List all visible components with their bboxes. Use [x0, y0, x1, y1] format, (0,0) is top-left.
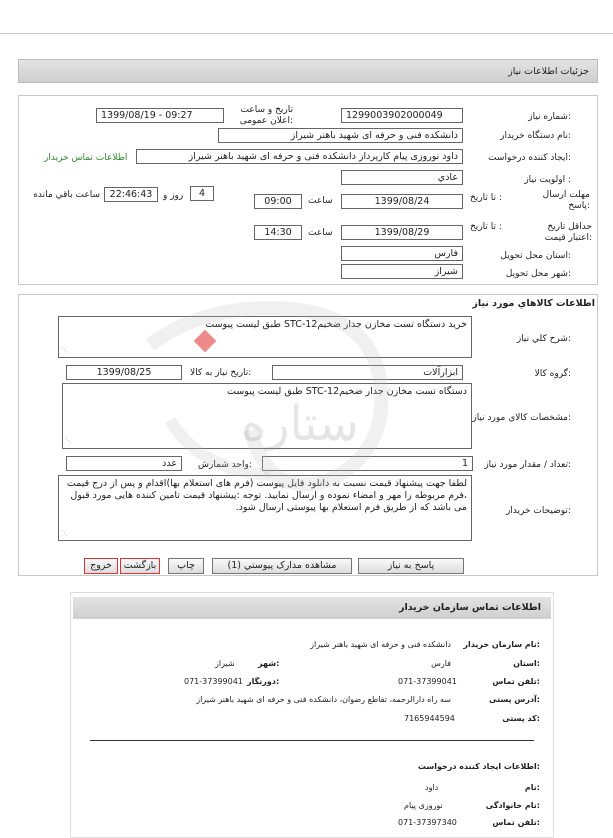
- contact-header: [73, 597, 551, 619]
- qty-label: تعداد / مقدار مورد نیاز:: [484, 460, 571, 470]
- creator-family-label: نام خانوادگی:: [485, 801, 540, 810]
- summary-textarea: [58, 316, 472, 358]
- announce-field: 1399/08/19 - 09:27: [96, 108, 224, 123]
- page-title: جزئیات اطلاعات نیاز: [508, 66, 589, 77]
- contact-address: سه راه دارالرحمه، تقاطع رضوان، دانشکده فنی و حرفه ای شهید باهنر شیراز: [196, 695, 451, 704]
- priority-label: اولویت نیاز :: [524, 175, 571, 185]
- deadline-time-label: ساعت: [308, 196, 333, 206]
- validity-time-label: ساعت: [308, 228, 333, 238]
- back-button[interactable]: بازگشت: [120, 558, 160, 574]
- resize-grip-icon[interactable]: ⋰: [61, 529, 68, 537]
- creator-info-title: اطلاعات ایجاد کننده درخواست:: [417, 762, 540, 771]
- deadline-time-field: 09:00: [254, 194, 302, 209]
- resize-grip-icon[interactable]: ⋰: [61, 346, 68, 354]
- deadline-date-field: 1399/08/24: [341, 194, 463, 209]
- qty-field: 1: [262, 456, 473, 471]
- contact-panel: [70, 592, 554, 838]
- remaining-time-field: 22:46:43: [104, 187, 158, 202]
- contact-phone: 071-37399041: [398, 677, 457, 686]
- reply-button[interactable]: پاسخ به نیاز: [358, 558, 464, 574]
- contact-address-label: آدرس پستی:: [489, 695, 540, 704]
- remaining-label: ساعت باقي مانده: [33, 190, 100, 200]
- summary-label: شرح کلي نیاز:: [516, 334, 571, 344]
- top-divider: [0, 33, 613, 34]
- spec-label: مشخصات کالاي مورد نیاز:: [472, 413, 571, 423]
- creator-phone-label: تلفن تماس:: [492, 818, 540, 827]
- contact-fax-label: دورنگار:: [247, 677, 280, 686]
- contact-title: اطلاعات تماس سازمان خریدار: [398, 602, 541, 613]
- unit-label: واحد شمارش:: [198, 460, 252, 470]
- contact-org-label: نام سازمان خریدار:: [463, 640, 540, 649]
- contact-province-label: استان:: [513, 659, 540, 668]
- contact-org: دانشکده فنی و حرفه ای شهید باهنر شیراز: [310, 640, 451, 649]
- watermark-text: ستاره: [241, 396, 359, 452]
- priority-field: عادي: [341, 170, 463, 185]
- creator-name: داود: [425, 783, 439, 792]
- need-number-field: 1299003902000049: [341, 108, 463, 123]
- contact-postal-label: کد پستی:: [502, 714, 540, 723]
- city-field: شیراز: [341, 264, 463, 279]
- creator-field: داود نوروزی پیام کارپرداز دانشکده فنی و حرفه ای شهید باهنر شیراز: [136, 149, 463, 164]
- validity-date-field: 1399/08/29: [341, 225, 463, 240]
- remaining-days-field: 4: [190, 186, 214, 201]
- creator-phone: 071-37397340: [398, 818, 457, 827]
- contact-fax: 071-37399041: [184, 677, 243, 686]
- notes-label: توضیحات خریدار:: [505, 506, 571, 516]
- buyer-contact-link[interactable]: اطلاعات تماس خریدار: [44, 153, 128, 163]
- group-field: ابزارآلات: [272, 365, 463, 380]
- days-and-label: روز و: [163, 191, 184, 201]
- print-button[interactable]: چاپ: [168, 558, 204, 574]
- spec-textarea: [62, 383, 472, 449]
- exit-button[interactable]: خروج: [84, 558, 118, 574]
- spec-text: دستگاه تست مخازن جدار ضخیمSTC-12 طبق لیست پیوست: [227, 386, 467, 397]
- deadline-to-label: تا تاریخ :: [470, 193, 502, 203]
- resize-grip-icon[interactable]: ⋰: [65, 437, 72, 445]
- need-number-label: شماره نیاز:: [528, 112, 571, 122]
- notes-text: لطفا جهت پیشنهاد قیمت نسبت به دانلود فایل پیوست (فرم های استعلام بها)اقدام و پس از درج قیمت ،فرم مربوطه را مهر و امضاء نموده و ارسال نمایید. توجه :پیشنهاد قیمت تامین کننده هایی مورد قبول می باشد که از طریق فرم استعلام بها پیوستی ارسال شود.: [66, 478, 467, 513]
- contact-divider: [90, 740, 534, 741]
- notes-textarea: [58, 475, 472, 541]
- need-date-field: 1399/08/25: [66, 365, 182, 380]
- validity-to-label: تا تاریخ :: [470, 222, 502, 232]
- need-date-label: تاریخ نیاز به کالا:: [190, 368, 252, 378]
- province-label: استان محل تحویل:: [500, 251, 571, 261]
- summary-text: خرید دستگاه تست مخازن جدار ضخیمSTC-12 طبق لیست پیوست: [205, 319, 467, 330]
- buyer-org-label: نام دستگاه خریدار:: [500, 131, 571, 141]
- contact-province: فارس: [431, 659, 451, 668]
- city-label: شهر محل تحویل:: [505, 269, 571, 279]
- contact-phone-label: تلفن تماس:: [492, 677, 540, 686]
- validity-time-field: 14:30: [254, 225, 302, 240]
- contact-city: شیراز: [215, 659, 235, 668]
- creator-label: ایجاد کننده درخواست:: [488, 153, 571, 163]
- deadline-label: مهلت ارسال پاسخ:: [542, 190, 590, 211]
- province-field: فارس: [341, 246, 463, 261]
- validity-label: حداقل تاریخ اعتبار قیمت:: [544, 222, 592, 243]
- contact-city-label: شهر:: [258, 659, 280, 668]
- goods-section-title: اطلاعات کالاهاي مورد نیاز: [472, 298, 595, 309]
- attachments-button[interactable]: مشاهده مدارک پیوستي (1): [212, 558, 352, 574]
- unit-field: عدد: [66, 456, 182, 471]
- creator-name-label: نام:: [524, 783, 540, 792]
- contact-postal: 7165944594: [404, 714, 455, 723]
- announce-label: تاریخ و ساعت اعلان عمومی:: [239, 105, 293, 126]
- page-header: [18, 59, 598, 83]
- creator-family: نوروزی پیام: [404, 801, 443, 810]
- group-label: گروه کالا:: [534, 369, 571, 379]
- buyer-org-field: دانشکده فنی و حرفه ای شهید باهنر شیراز: [218, 128, 463, 143]
